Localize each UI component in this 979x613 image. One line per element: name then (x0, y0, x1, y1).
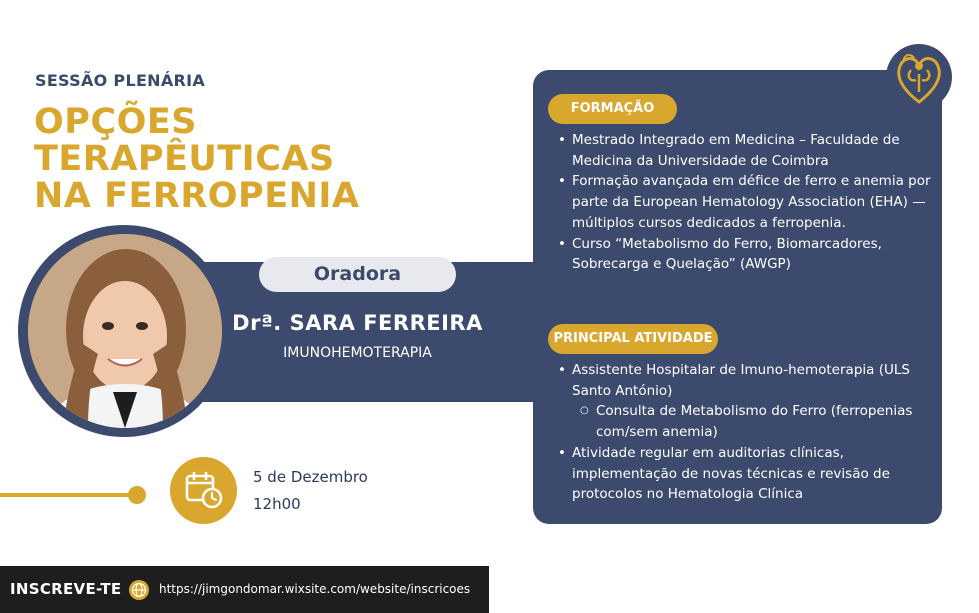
list-subitem: ○ Consulta de Metabolismo do Ferro (ferropenias com/sem anemia) (556, 401, 940, 442)
organization-logo (886, 44, 952, 110)
registration-link[interactable]: https://jimgondomar.wixsite.com/website/inscricoes (159, 582, 471, 596)
formacao-badge: FORMAÇÃO (548, 94, 677, 124)
event-icon-circle (170, 457, 237, 524)
speaker-role-pill: Oradora (259, 257, 456, 292)
list-item: • Assistente Hospitalar de Imuno-hemoterapia (ULS Santo António) (556, 360, 940, 401)
globe-icon (129, 580, 149, 600)
timeline-dot (128, 486, 146, 504)
list-item: • Formação avançada em défice de ferro e anemia por parte da European Hematology Association (EHA) — múltiplos cursos dedicados a ferropenia. (556, 171, 938, 233)
calendar-clock-icon (185, 471, 223, 509)
atividade-badge: PRINCIPAL ATIVIDADE (548, 324, 718, 354)
session-title-line: TERAPÊUTICAS (34, 139, 335, 179)
list-item: • Curso “Metabolismo do Ferro, Biomarcadores, Sobrecarga e Quelação” (AWGP) (556, 234, 938, 275)
session-title-line: OPÇÕES (34, 102, 197, 142)
session-title-line: NA FERROPENIA (34, 176, 360, 216)
atividade-list (556, 360, 940, 505)
event-time: 12h00 (253, 495, 301, 513)
list-item: • Mestrado Integrado em Medicina – Faculdade de Medicina da Universidade de Coimbra (556, 130, 938, 171)
session-kicker: SESSÃO PLENÁRIA (35, 71, 206, 90)
speaker-name: Drª. SARA FERREIRA (232, 311, 483, 335)
formacao-list (556, 130, 938, 275)
timeline-line (0, 493, 134, 497)
speaker-specialty: IMUNOHEMOTERAPIA (283, 345, 432, 361)
speaker-photo (28, 234, 222, 428)
event-date: 5 de Dezembro (253, 468, 368, 486)
heart-filigree-icon (896, 52, 942, 104)
register-cta: INSCREVE-TE (10, 580, 122, 598)
session-title (34, 104, 434, 215)
list-item: • Atividade regular em auditorias clínicas, implementação de novas técnicas e revisão de protocolos no Hematologia Clínica (556, 443, 940, 505)
